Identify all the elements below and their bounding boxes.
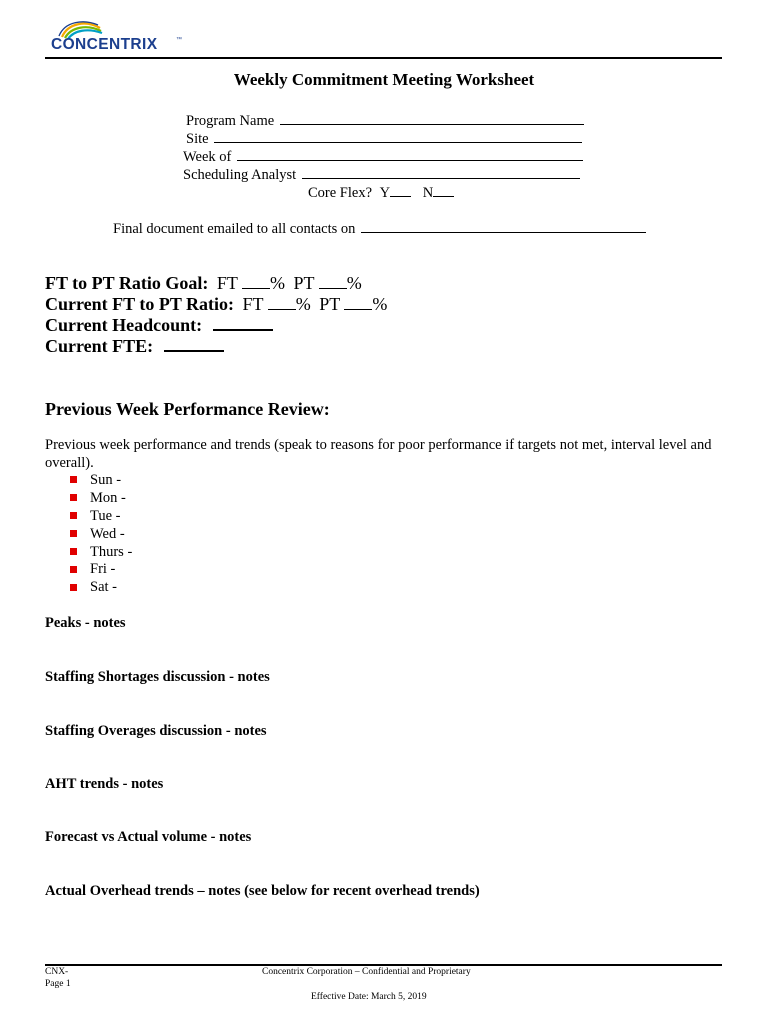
forecast-vs-actual-heading: Forecast vs Actual volume - notes (45, 829, 252, 845)
footer-doc-id: CNX- (45, 967, 69, 977)
current-ratio-pt-percent: % (372, 294, 388, 314)
ratio-goal-pt-blank[interactable] (319, 274, 347, 289)
bullet-square-icon (70, 584, 77, 591)
bullet-square-icon (70, 494, 77, 501)
bullet-square-icon (70, 566, 77, 573)
day-list (70, 472, 132, 597)
current-ratio-label: Current FT to PT Ratio: (45, 294, 234, 314)
staffing-overages-heading: Staffing Overages discussion - notes (45, 723, 267, 739)
list-item (70, 526, 132, 544)
current-ratio-pt: PT (319, 294, 340, 314)
bullet-square-icon (70, 548, 77, 555)
list-item (70, 544, 132, 562)
site-line[interactable] (214, 130, 582, 143)
list-item (70, 472, 132, 490)
program-name-field (186, 112, 584, 130)
current-ft-pt-ratio (45, 294, 387, 315)
current-headcount-label: Current Headcount: (45, 315, 203, 335)
current-ratio-ft: FT (242, 294, 264, 314)
scheduling-analyst-field (183, 166, 580, 184)
ratio-goal-ft: FT (216, 273, 238, 293)
current-headcount-blank[interactable] (213, 315, 273, 331)
logo-wordmark: CONCENTRIX (51, 36, 158, 53)
day-label: Tue - (90, 507, 121, 524)
final-document-label: Final document emailed to all contacts on (113, 221, 356, 237)
core-flex-label: Core Flex? (308, 185, 373, 201)
core-flex-yes-label: Y (379, 185, 391, 201)
current-fte (45, 336, 224, 357)
footer-confidential: Concentrix Corporation – Confidential and Proprietary (262, 967, 471, 977)
day-label: Thurs - (90, 543, 133, 560)
ft-pt-ratio-goal (45, 273, 362, 294)
ratio-goal-label: FT to PT Ratio Goal: (45, 273, 209, 293)
overhead-trends-heading: Actual Overhead trends – notes (see below for recent overhead trends) (45, 883, 480, 899)
performance-review-heading: Previous Week Performance Review: (45, 399, 330, 419)
ratio-goal-pt-percent: % (346, 273, 362, 293)
bullet-square-icon (70, 530, 77, 537)
site-label: Site (186, 131, 209, 147)
day-label: Sun - (90, 472, 122, 488)
day-label: Fri - (90, 561, 116, 578)
page-title: Weekly Commitment Meeting Worksheet (233, 70, 535, 89)
core-flex-yes-line[interactable] (390, 184, 411, 197)
company-logo (50, 20, 190, 60)
current-fte-blank[interactable] (164, 336, 224, 352)
staffing-shortages-heading: Staffing Shortages discussion - notes (45, 669, 270, 685)
core-flex-no-line[interactable] (433, 184, 454, 197)
current-ratio-pt-blank[interactable] (344, 295, 372, 310)
list-item (70, 508, 132, 526)
week-of-field (183, 148, 583, 166)
week-of-line[interactable] (237, 148, 583, 161)
list-item (70, 490, 132, 508)
logo-trademark: ™ (176, 37, 182, 43)
program-name-label: Program Name (186, 113, 275, 129)
peaks-notes-heading: Peaks - notes (45, 615, 126, 631)
core-flex-no-label: N (422, 185, 434, 201)
ratio-goal-ft-percent: % (270, 273, 286, 293)
bullet-square-icon (70, 512, 77, 519)
current-ratio-ft-blank[interactable] (268, 295, 296, 310)
site-field (186, 130, 582, 148)
program-name-line[interactable] (280, 112, 584, 125)
scheduling-analyst-label: Scheduling Analyst (183, 167, 297, 183)
core-flex-field (308, 184, 454, 202)
list-item (70, 579, 132, 597)
current-headcount (45, 315, 273, 336)
bullet-square-icon (70, 476, 77, 483)
footer-effective-date: Effective Date: March 5, 2019 (311, 992, 427, 1002)
header-rule (45, 57, 722, 59)
scheduling-analyst-line[interactable] (302, 166, 580, 179)
final-document-line[interactable] (361, 220, 646, 233)
current-ratio-ft-percent: % (295, 294, 311, 314)
current-fte-label: Current FTE: (45, 336, 154, 356)
day-label: Wed - (90, 525, 125, 542)
week-of-label: Week of (183, 149, 232, 165)
final-document-field (113, 220, 646, 238)
ratio-goal-pt: PT (293, 273, 315, 293)
footer-rule (45, 964, 722, 966)
footer-page-number: Page 1 (45, 979, 71, 989)
ratio-goal-ft-blank[interactable] (242, 274, 270, 289)
performance-review-intro: Previous week performance and trends (speak to reasons for poor performance if targets not met, interval level and overall). (45, 437, 712, 471)
day-label: Mon - (90, 489, 126, 506)
day-label: Sat - (90, 579, 117, 596)
aht-trends-heading: AHT trends - notes (45, 776, 164, 792)
list-item (70, 561, 132, 579)
